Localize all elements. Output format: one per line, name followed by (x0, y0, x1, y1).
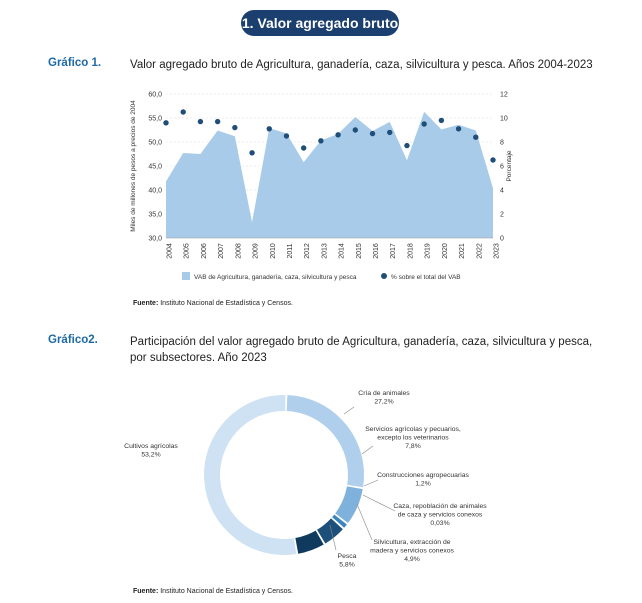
donut-label: Cría de animales (358, 390, 410, 397)
y2-tick-label: 4 (500, 187, 504, 195)
leader-line (357, 504, 372, 540)
section-title: 1. Valor agregado bruto (241, 10, 399, 36)
x-tick-label: 2011 (286, 243, 294, 259)
donut-label: 53,2% (141, 451, 161, 459)
y-tick-label: 50,0 (148, 139, 162, 147)
donut-label: Caza, repoblación de animales (393, 503, 487, 510)
chart2-source-text: Instituto Nacional de Estadística y Censos. (158, 588, 293, 595)
x-tick-label: 2010 (269, 243, 277, 259)
x-tick-label: 2016 (373, 243, 381, 259)
donut-label: excepto los veterinarios (377, 434, 449, 442)
y-tick-label: 30,0 (148, 235, 162, 243)
x-tick-label: 2021 (459, 243, 467, 259)
y2-tick-label: 12 (500, 91, 508, 99)
x-tick-label: 2004 (166, 243, 174, 259)
y2-tick-label: 0 (500, 235, 504, 243)
legend-label-area: VAB de Agricultura, ganadería, caza, silvicultura y pesca (194, 274, 357, 281)
donut-label: 4,9% (404, 556, 420, 563)
x-tick-label: 2023 (493, 243, 501, 259)
y-tick-label: 60,0 (148, 91, 162, 99)
chart1-source-label: Fuente: (133, 300, 159, 307)
donut-label: 27,2% (374, 398, 394, 406)
y2-tick-label: 8 (500, 139, 504, 147)
x-tick-label: 2018 (407, 243, 415, 259)
x-tick-label: 2014 (338, 243, 346, 259)
donut-slice (295, 531, 323, 554)
x-tick-label: 2007 (218, 243, 226, 259)
y-tick-label: 35,0 (148, 211, 162, 219)
chart2-source-label: Fuente: (133, 588, 159, 595)
chart2-figure-label: Gráfico2. (48, 334, 98, 346)
y2-tick-label: 6 (500, 163, 504, 171)
leader-line (344, 407, 354, 414)
x-tick-label: 2015 (355, 243, 363, 259)
donut-label: madera y servicios conexos (370, 547, 454, 555)
chart2-title-line2: por subsectores. Año 2023 (130, 352, 267, 364)
leader-line (364, 480, 378, 486)
x-tick-label: 2008 (235, 243, 243, 259)
donut-label: Construcciones agropecuarias (377, 472, 469, 479)
y-tick-label: 45,0 (148, 163, 162, 171)
donut-label: Silvicultura, extracción de (373, 539, 451, 546)
donut-slice (204, 395, 296, 555)
donut-slice (287, 395, 364, 487)
leader-line (363, 495, 395, 511)
legend-label-dot: % sobre el total del VAB (391, 274, 461, 281)
donut-label: Pesca (337, 553, 357, 560)
chart2-title-line1: Participación del valor agregado bruto de Agricultura, ganadería, caza, silvicultura y pesca, (130, 336, 593, 348)
donut-label: 1,2% (415, 480, 431, 488)
donut-label: 5,8% (339, 561, 355, 569)
chart2-source (133, 588, 293, 595)
x-tick-label: 2013 (321, 243, 329, 259)
x-tick-label: 2019 (424, 243, 432, 259)
chart1-source-text: Instituto Nacional de Estadística y Censos. (158, 300, 293, 307)
x-tick-label: 2005 (183, 243, 191, 259)
x-tick-label: 2020 (441, 243, 449, 259)
chart1-figure-label: Gráfico 1. (48, 57, 102, 69)
x-tick-label: 2006 (200, 243, 208, 259)
donut-label: 0,03% (430, 520, 450, 527)
chart1-title: Valor agregado bruto de Agricultura, ganadería, caza, silvicultura y pesca. Años 2004-2023 (130, 59, 593, 71)
x-tick-label: 2017 (390, 243, 398, 259)
donut-label: Servicios agrícolas y pecuarios, (365, 426, 461, 433)
y2-tick-label: 2 (500, 211, 504, 219)
donut-label: de caza y servicios conexos (397, 511, 483, 519)
x-tick-label: 2012 (304, 243, 312, 259)
leader-line (362, 446, 373, 454)
y2-tick-label: 10 (500, 115, 508, 123)
donut-label: 7,8% (405, 443, 421, 450)
x-tick-label: 2022 (476, 243, 484, 259)
y2-axis-title: Porcentaje (506, 150, 513, 182)
donut-slice (335, 486, 363, 523)
x-tick-label: 2009 (252, 243, 260, 259)
y-tick-label: 55,0 (148, 115, 162, 123)
y-axis-title: Miles de millones de pesos a precios de 2004 (130, 100, 137, 232)
y-tick-label: 40,0 (148, 187, 162, 195)
donut-label: Cultivos agrícolas (124, 443, 178, 450)
